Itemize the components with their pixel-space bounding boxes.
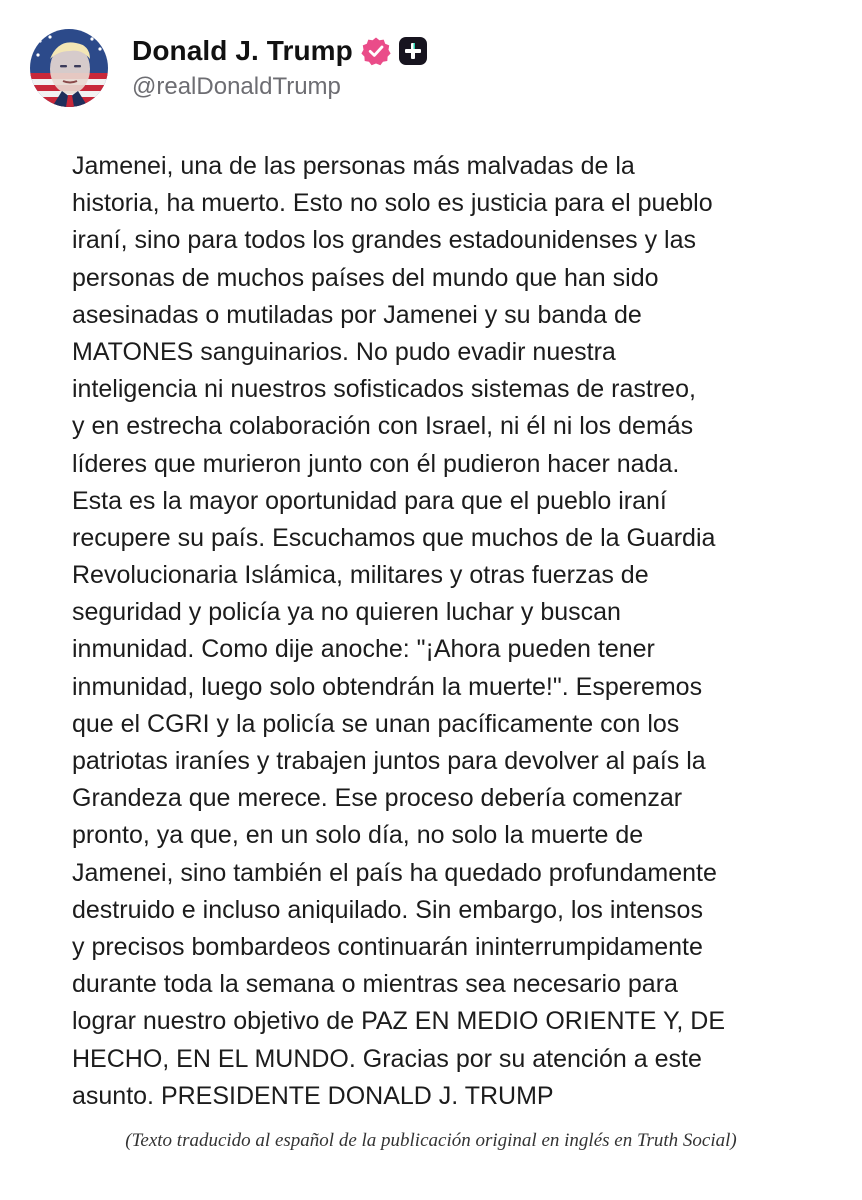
post-text-line: Revolucionaria Islámica, militares y otras fuerzas de bbox=[72, 561, 649, 590]
post-text-line: pronto, ya que, en un solo día, no solo la muerte de bbox=[72, 821, 644, 850]
post-text-line: lograr nuestro objetivo de PAZ EN MEDIO ORIENTE Y, DE bbox=[72, 1007, 726, 1036]
post-text-line: asesinadas o mutiladas por Jamenei y su banda de bbox=[72, 300, 642, 329]
post-text-line: personas de muchos países del mundo que han sido bbox=[72, 263, 659, 292]
name-row bbox=[132, 35, 427, 67]
verified-badge-icon bbox=[361, 36, 391, 66]
post-text-line: inmunidad. Como dije anoche: "¡Ahora pueden tener bbox=[72, 635, 655, 664]
post-text-line: iraní, sino para todos los grandes estadounidenses y las bbox=[72, 226, 696, 255]
post-text-line: Esta es la mayor oportunidad para que el pueblo iraní bbox=[72, 486, 667, 515]
avatar[interactable] bbox=[30, 29, 108, 107]
post-text-line: seguridad y policía ya no quieren luchar y buscan bbox=[72, 598, 621, 627]
post-text-line: Jamenei, sino también el país ha quedado profundamente bbox=[72, 858, 717, 887]
post-text-line: HECHO, EN EL MUNDO. Gracias por su atención a este bbox=[72, 1044, 702, 1073]
post-body bbox=[72, 148, 832, 1115]
post-header bbox=[30, 26, 427, 110]
post-text-line: historia, ha muerto. Esto no solo es justicia para el pueblo bbox=[72, 189, 713, 218]
post-text-line: durante toda la semana o mientras sea necesario para bbox=[72, 970, 678, 999]
post-text-line: inmunidad, luego solo obtendrán la muerte!". Esperemos bbox=[72, 672, 703, 701]
post-text-line: recupere su país. Escuchamos que muchos de la Guardia bbox=[72, 523, 716, 552]
post-text-line: MATONES sanguinarios. No pudo evadir nuestra bbox=[72, 337, 616, 366]
author-identity bbox=[132, 35, 427, 101]
post-text-line: asunto. PRESIDENTE DONALD J. TRUMP bbox=[72, 1081, 554, 1110]
post-text-line: que el CGRI y la policía se unan pacíficamente con los bbox=[72, 709, 680, 738]
author-handle[interactable]: @realDonaldTrump bbox=[132, 73, 341, 100]
post-text-line: y en estrecha colaboración con Israel, ni él ni los demás bbox=[72, 412, 694, 441]
post-text-line: y precisos bombardeos continuarán ininterrumpidamente bbox=[72, 932, 703, 961]
author-display-name[interactable]: Donald J. Trump bbox=[132, 35, 353, 66]
avatar-image bbox=[30, 29, 108, 107]
post-text-line: patriotas iraníes y trabajen juntos para devolver al país la bbox=[72, 747, 706, 775]
plus-badge-icon bbox=[399, 37, 427, 65]
post-text-line: Jamenei, una de las personas más malvadas de la bbox=[72, 152, 635, 180]
post-text-line: inteligencia ni nuestros sofisticados sistemas de rastreo, bbox=[72, 375, 696, 404]
post-text-line: destruido e incluso aniquilado. Sin embargo, los intensos bbox=[72, 895, 703, 924]
post-text-line: Grandeza que merece. Ese proceso debería comenzar bbox=[72, 784, 683, 813]
translation-caption: (Texto traducido al español de la publicación original en inglés en Truth Social) bbox=[125, 1130, 737, 1151]
post-text-line: líderes que murieron junto con él pudieron hacer nada. bbox=[72, 449, 680, 478]
